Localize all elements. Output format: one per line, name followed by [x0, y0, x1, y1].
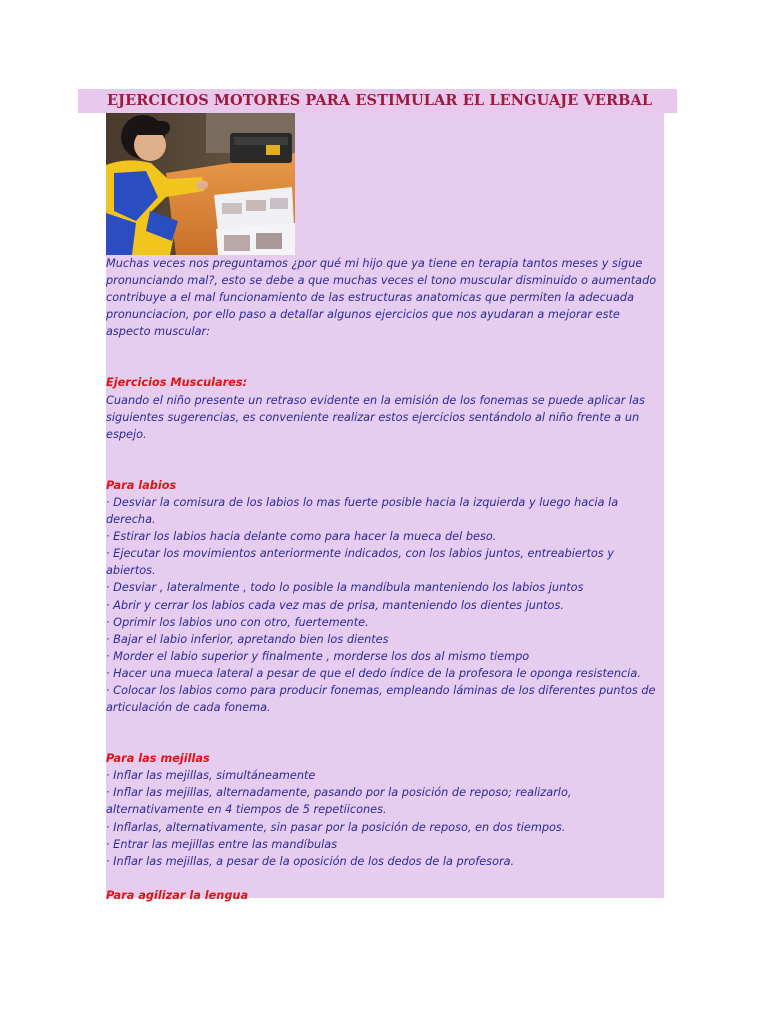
- child-with-lip-cards-photo: [106, 113, 295, 255]
- list-item: · Hacer una mueca lateral a pesar de que el dedo índice de la profesora le oponga resistencia.: [106, 666, 641, 680]
- list-item: · Inflar las mejillas, simultáneamente: [106, 769, 316, 783]
- intro-paragraph: Muchas veces nos preguntamos ¿por qué mi hijo que ya tiene en terapia tantos meses y sigue pronunciando mal?, esto se debe a que muchas veces el tono muscular disminuido o aumentado contribuye a el mal funcionamiento de las estructuras anatomicas que permiten la adecuada pronunciacion, por ello paso a detallar algunos ejercicios que nos ayudaran a mejorar este aspecto muscular:: [106, 257, 657, 339]
- list-item: · Ejecutar los movimientos anteriormente indicados, con los labios juntos, entreabiertos y abiertos.: [106, 547, 614, 578]
- content-panel: [106, 113, 664, 902]
- list-item: · Desviar la comisura de los labios lo mas fuerte posible hacia la izquierda y luego hacia la derecha.: [106, 495, 619, 527]
- list-item: · Desviar , lateralmente , todo lo posible la mandíbula manteniendo los labios juntos: [106, 581, 584, 595]
- list-item: · Inflarlas, alternativamente, sin pasar por la posición de reposo, en dos tiempos.: [106, 820, 566, 834]
- heading-lengua: Para agilizar la lengua: [106, 888, 249, 902]
- list-item: · Abrir y cerrar los labios cada vez mas de prisa, manteniendo los dientes juntos.: [106, 598, 564, 612]
- heading-mejillas: Para las mejillas: [106, 752, 210, 766]
- heading-labios: Para labios: [106, 478, 177, 492]
- list-item: · Morder el labio superior y finalmente , morderse los dos al mismo tiempo: [106, 649, 530, 663]
- list-item: · Oprimir los labios uno con otro, fuertemente.: [106, 615, 369, 629]
- list-item: · Entrar las mejillas entre las mandíbulas: [106, 837, 338, 851]
- list-item: · Bajar el labio inferior, apretando bien los dientes: [106, 632, 389, 646]
- title-bar: [78, 89, 677, 113]
- page-title: EJERCICIOS MOTORES PARA ESTIMULAR EL LENGUAJE VERBAL: [107, 92, 653, 109]
- list-item: · Estirar los labios hacia delante como para hacer la mueca del beso.: [106, 530, 497, 544]
- heading-musculares: Ejercicios Musculares:: [106, 376, 248, 390]
- list-item: · Colocar los labios como para producir fonemas, empleando láminas de los diferentes puntos de articulación de cada fonema.: [106, 683, 656, 715]
- article-body: [106, 255, 661, 904]
- list-item: · Inflar las mejillas, alternadamente, pasando por la posición de reposo; realizarlo, alternativamente en 4 tiempos de 5 repetiicones.: [106, 786, 572, 817]
- list-item: · Inflar las mejillas, a pesar de la oposición de los dedos de la profesora.: [106, 854, 515, 868]
- musculares-paragraph: Cuando el niño presente un retraso evidente en la emisión de los fonemas se puede aplicar las siguientes sugerencias, es conveniente realizar estos ejercicios sentándolo al niño frente a un espejo.: [106, 393, 645, 441]
